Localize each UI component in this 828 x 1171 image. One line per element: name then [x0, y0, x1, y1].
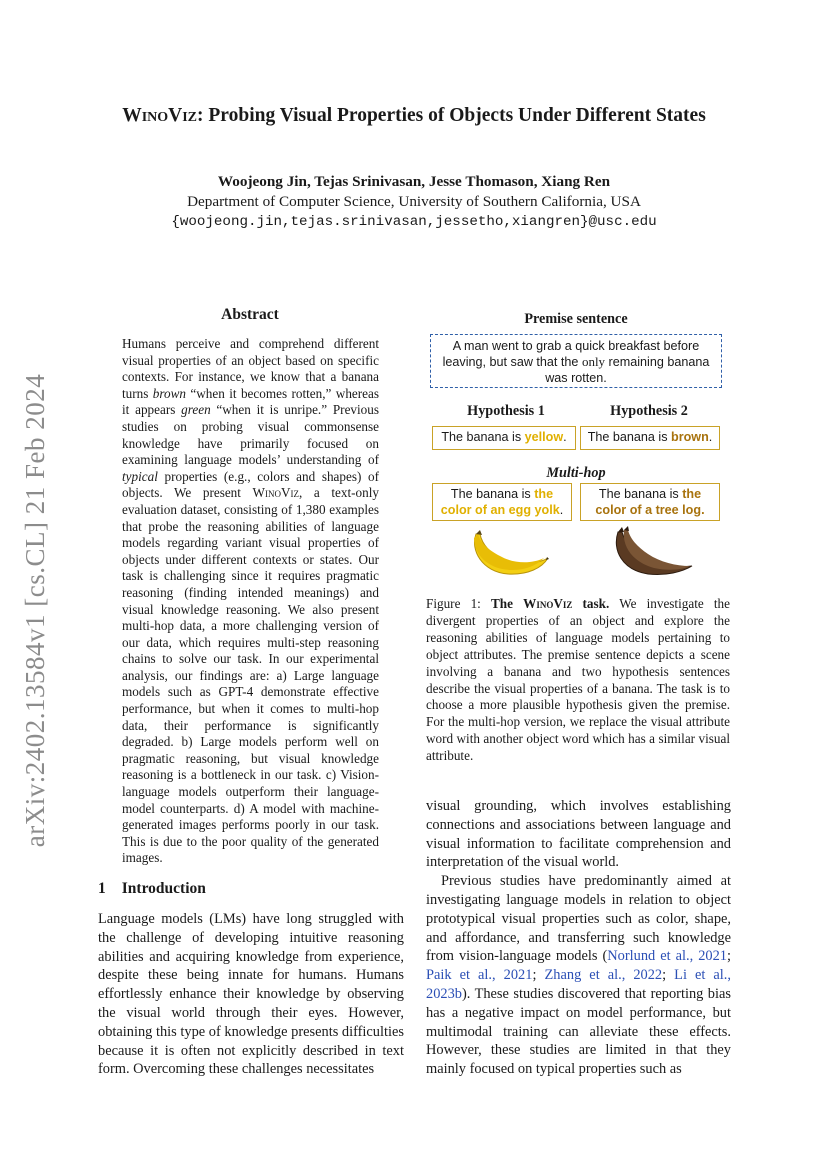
paper-title: WinoViz: Probing Visual Properties of Objects Under Different States [122, 105, 706, 126]
abstract-text: Humans perceive and comprehend different visual properties of an object based on specific contexts. For instance, we know that a banana turns brown “when it becomes rotten,” whereas it appears green “when it is unripe.” Previous studies on probing visual commonsense knowledge have primarily focused on examining language models’ understanding of typical properties (e.g., colors and shapes) of objects. We present WinoViz, a text-only evaluation dataset, consisting of 1,380 examples that probe the reasoning abilities of language models regarding variant visual properties of objects under different contexts or states. Our task is challenging since it requires pragmatic reasoning (finding intended meanings) and visual knowledge reasoning. We also present multi-hop data, a more challenging version of our data, which requires multi-step reasoning chains to solve our task. In our experimental analysis, our findings are: a) Large language models such as GPT-4 demonstrate effective performance, but when it comes to multi-hop data, their performance is significantly degraded. b) Large models perform well on pragmatic reasoning, but visual knowledge reasoning is a bottleneck in our task. c) Vision-language models outperform their language-model counterparts. d) A model with machine-generated images performs poorly in our task. This is due to the poor quality of the generated images. [122, 336, 380, 866]
figure-caption: Figure 1: The WinoViz task. We investigate the divergent properties of an object and explore the reasoning abilities of language models pertaining to object attributes. The premise sentence depicts a scene involving a banana and two hypothesis sentences describe the visual properties of a banana. The task is to choose a more plausible hypothesis given the premise. For the multi-hop version, we replace the visual attribute word with another object word which has a similar visual attribute. [426, 596, 730, 764]
intro-heading: 1 Introduction [98, 880, 206, 897]
hypothesis-1-label: Hypothesis 1 [467, 403, 545, 419]
yellow-banana-image [468, 528, 550, 578]
affiliation: Department of Computer Science, University of Southern California, USA [187, 193, 641, 210]
author-emails: {woojeong.jin,tejas.srinivasan,jessetho,xiangren}@usc.edu [171, 214, 657, 230]
author-block [60, 172, 768, 232]
citation-link[interactable]: Zhang et al., 2022 [544, 967, 663, 984]
citation-link[interactable]: Paik et al., 2021 [426, 967, 533, 984]
hypothesis-2-box: The banana is brown. [580, 426, 720, 450]
multihop-label: Multi-hop [546, 465, 606, 481]
author-names: Woojeong Jin, Tejas Srinivasan, Jesse Thomason, Xiang Ren [217, 173, 611, 190]
intro-text: Language models (LMs) have long struggled with the challenge of developing intuitive reasoning abilities and acquiring knowledge from experience, despite these being innate for humans. Humans effortlessly enhance their knowledge by observing the visual world through their eyes. However, obtaining this type of knowledge presents difficulties because it is often not explicitly described in text form. Overcoming these challenges necessitates [98, 911, 404, 1078]
citation-link[interactable]: Li et al., 2023b [426, 967, 732, 1002]
premise-box: A man went to grab a quick breakfast before leaving, but saw that the only remaining banana was rotten. [430, 334, 722, 388]
brown-banana-image [608, 526, 694, 578]
arxiv-side-stamp: arXiv:2402.13584v1 [cs.CL] 21 Feb 2024 [20, 373, 51, 847]
multihop-1-box: The banana is the color of an egg yolk. [432, 483, 572, 521]
abstract-heading: Abstract [221, 306, 279, 323]
premise-label: Premise sentence [524, 311, 628, 327]
citation-link[interactable]: Norlund et al., 2021 [607, 948, 727, 965]
hypothesis-2-label: Hypothesis 2 [610, 403, 688, 419]
multihop-2-box: The banana is the color of a tree log. [580, 483, 720, 521]
hypothesis-1-box: The banana is yellow. [432, 426, 576, 450]
right-column-text: visual grounding, which involves establishing connections and associations between language and visual information to facilitate comprehension and interpretation of the visual world. Previous studies have predominantly aimed at investigating language models in relation to object prototypical visual properties such as color, shape, and affordance, and transferring such knowledge from vision-language models (Norlund et al., 2021; Paik et al., 2021; Zhang et al., 2022; Li et al., 2023b). These studies discovered that reporting bias has a negative impact on model performance, but multimodal training can alleviate these effects. However, these studies are limited in that they mainly focused on typical properties such as [426, 798, 732, 1078]
